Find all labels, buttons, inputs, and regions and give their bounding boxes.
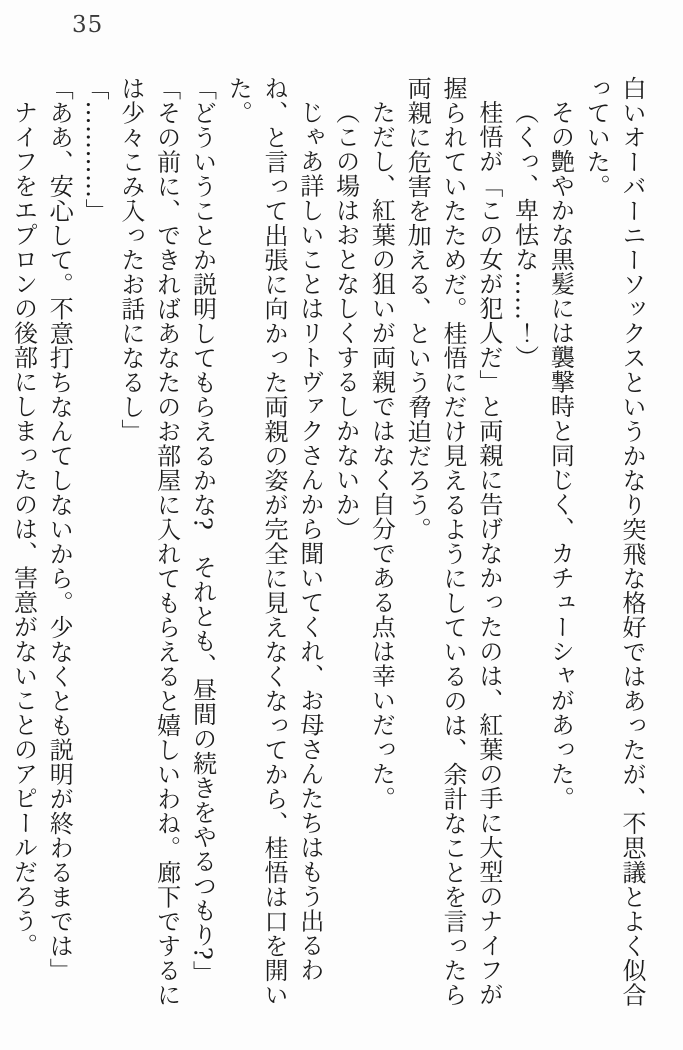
paragraph: ただし、紅葉の狙いが両親ではなく自分である点は幸いだった。	[367, 100, 396, 811]
page-number: 35	[72, 12, 104, 38]
paragraph: 「…………」	[81, 76, 110, 223]
paragraph: 「その前に、できればあなたのお部屋に入れてもらえると嬉しいわね。廊下でするには少々こみ入ったお話になるし」	[116, 76, 181, 1007]
paragraph: （くっ、卑怯な……！）	[510, 100, 539, 370]
paragraph: 白いオーバーニーソックスというかなり突飛な格好ではあったが、不思議とよく似合っていた。	[582, 76, 646, 1007]
paragraph: ナイフをエプロンの後部にしまったのは、害意がないことのアピールだろう。	[9, 100, 38, 958]
paragraph: 桂悟が「この女が犯人だ」と両親に告げなかったのは、紅葉の手に大型のナイフが握られていたためだ。桂悟にだけ見えるようにしているのは、余計なことを言ったら両親に危害を加える、という脅迫だろう。	[403, 76, 503, 1007]
paragraph: じゃあ詳しいことはリトヴァクさんから聞いてくれ、お母さんたちはもう出るわね、と言って出張に向かった両親の姿が完全に見えなくなってから、桂悟は口を開いた。	[224, 76, 324, 1007]
paragraph: 「どういうことか説明してもらえるかな? それとも、昼間の続きをやるつもり?」	[188, 76, 217, 985]
paragraph: 「ああ、安心して。不意打ちなんてしないから。少なくとも説明が終わるまでは」	[45, 76, 74, 983]
paragraph: その艶やかな黒髪には襲撃時と同じく、カチューシャがあった。	[546, 100, 575, 811]
paragraph: （この場はおとなしくするしかないか）	[331, 100, 360, 541]
text-block	[9, 76, 649, 1012]
